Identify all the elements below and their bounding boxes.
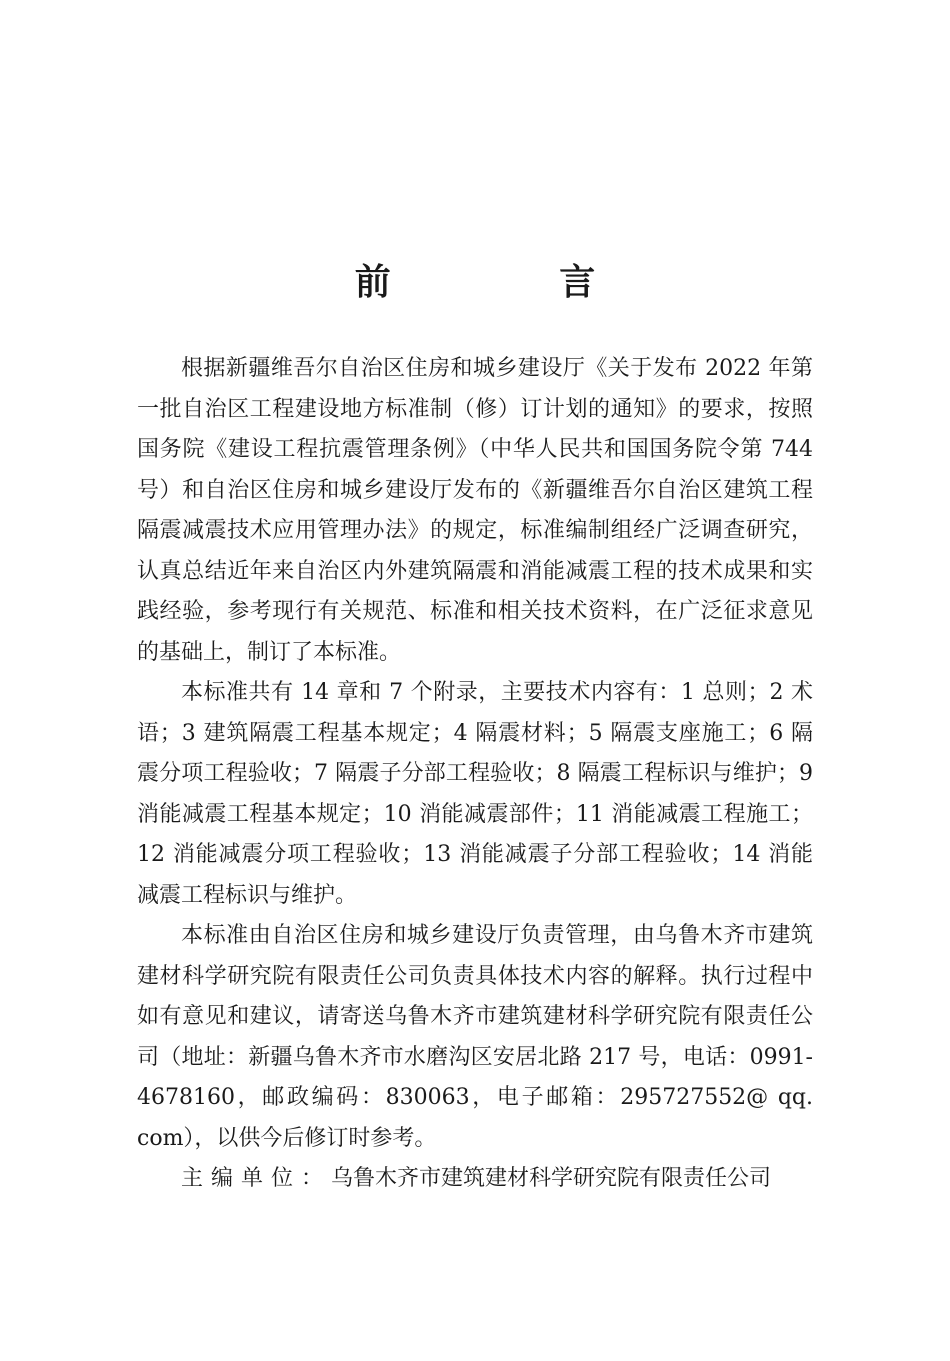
paragraph-contents: 本标准共有 14 章和 7 个附录，主要技术内容有：1 总则；2 术语；3 建筑隔震工程基本规定；4 隔震材料；5 隔震支座施工；6 隔震分项工程验收；7 隔震子分部工程验收；8 隔震工程标识与维护；9 消能减震工程基本规定；10 消能减震部件；11 消能减震工程施工；12 消能减震分项工程验收；13 消能减震子分部工程验收；14 消能减震工程标识与维护。 <box>137 680 813 908</box>
preface-body <box>137 349 813 1200</box>
paragraph-background: 根据新疆维吾尔自治区住房和城乡建设厅《关于发布 2022 年第一批自治区工程建设地方标准制（修）订计划的通知》的要求，按照国务院《建设工程抗震管理条例》（中华人民共和国国务院令第 744 号）和自治区住房和城乡建设厅发布的《新疆维吾尔自治区建筑工程隔震减震技术应用管理办法》的规定，标准编制组经广泛调查研究，认真总结近年来自治区内外建筑隔震和消能减震工程的技术成果和实践经验，参考现行有关规范、标准和相关技术资料，在广泛征求意见的基础上，制订了本标准。 <box>137 356 813 665</box>
chief-editor-value: 乌鲁木齐市建筑建材科学研究院有限责任公司 <box>331 1166 772 1191</box>
page-title: 前 言 <box>354 261 674 303</box>
chief-editor-line <box>137 1159 813 1200</box>
paragraph-management: 本标准由自治区住房和城乡建设厅负责管理，由乌鲁木齐市建筑建材科学研究院有限责任公司负责具体技术内容的解释。执行过程中如有意见和建议，请寄送乌鲁木齐市建筑建材科学研究院有限责任公司（地址：新疆乌鲁木齐市水磨沟区安居北路 217 号，电话：0991-4678160，邮政编码：830063，电子邮箱：295727552@ qq. com），以供今后修订时参考。 <box>137 923 813 1151</box>
chief-editor-label: 主编单位： <box>181 1166 332 1191</box>
